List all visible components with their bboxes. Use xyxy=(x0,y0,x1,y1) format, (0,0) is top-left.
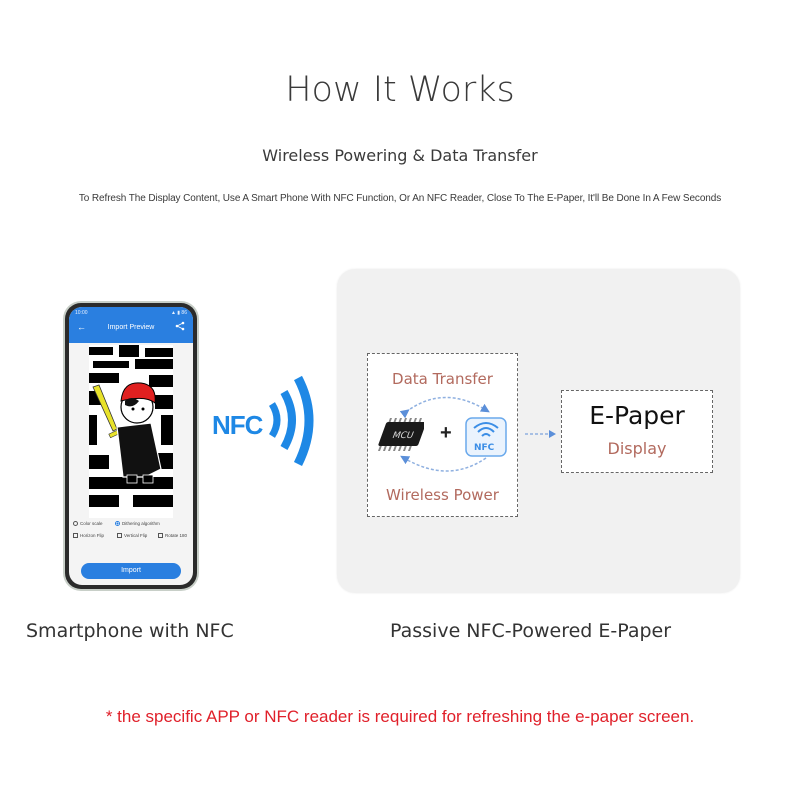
svg-text:NFC: NFC xyxy=(212,410,263,440)
preview-image xyxy=(89,345,173,518)
phone-screen xyxy=(69,307,193,585)
horizon-flip-option[interactable] xyxy=(73,533,104,538)
svg-text:MCU: MCU xyxy=(390,430,416,441)
dithering-option[interactable] xyxy=(115,521,160,526)
status-icons: ▲ ▮ 86 xyxy=(170,310,187,316)
phone-caption: Smartphone with NFC xyxy=(26,620,234,642)
epaper-display-box xyxy=(561,390,713,473)
footnote: * the specific APP or NFC reader is required for refreshing the e-paper screen. xyxy=(105,707,695,726)
svg-text:NFC: NFC xyxy=(474,443,495,453)
display-label: Display xyxy=(607,439,667,458)
smartphone xyxy=(65,303,197,589)
vertical-flip-option[interactable] xyxy=(117,533,147,538)
dithering-radio[interactable] xyxy=(115,521,120,526)
color-scale-radio[interactable] xyxy=(73,521,78,526)
app-title: Import Preview xyxy=(107,324,155,331)
back-arrow-icon[interactable]: ← xyxy=(77,322,86,332)
rotate-checkbox[interactable] xyxy=(158,533,163,538)
page-subtitle: Wireless Powering & Data Transfer xyxy=(262,146,538,165)
rotate-option[interactable] xyxy=(158,533,187,538)
mcu-chip-icon xyxy=(374,418,424,454)
nfc-module-box xyxy=(367,353,518,517)
share-icon[interactable] xyxy=(175,321,185,331)
rotate-label: Rotate 180 xyxy=(165,533,188,538)
horizon-flip-label: Horizon Flip xyxy=(80,533,105,538)
nfc-signal-icon xyxy=(210,368,325,473)
dithering-label: Dithering algorithm xyxy=(122,521,160,526)
data-transfer-label: Data Transfer xyxy=(392,370,493,388)
import-button[interactable]: Import xyxy=(81,563,181,579)
app-bar xyxy=(69,307,193,343)
epaper-title: E-Paper xyxy=(589,401,685,430)
status-bar xyxy=(75,310,187,318)
epaper-caption: Passive NFC-Powered E-Paper xyxy=(390,620,672,642)
plus-sign: + xyxy=(440,422,452,444)
status-time: 10:00 xyxy=(75,310,88,316)
nfc-chip-icon xyxy=(464,416,508,458)
wireless-power-label: Wireless Power xyxy=(386,486,499,504)
description: To Refresh The Display Content, Use A Smart Phone With NFC Function, Or An NFC Reader, Close To The E-Paper, It'll Be Done In A Few Seconds xyxy=(78,193,722,204)
color-scale-option[interactable] xyxy=(73,521,103,526)
arrow-right-icon xyxy=(525,429,557,439)
epaper-panel xyxy=(337,269,740,593)
page-title: How It Works xyxy=(285,70,515,110)
vertical-flip-label: Vertical Flip xyxy=(124,533,148,538)
vertical-flip-checkbox[interactable] xyxy=(117,533,122,538)
horizon-flip-checkbox[interactable] xyxy=(73,533,78,538)
color-scale-label: Color scale xyxy=(80,521,103,526)
